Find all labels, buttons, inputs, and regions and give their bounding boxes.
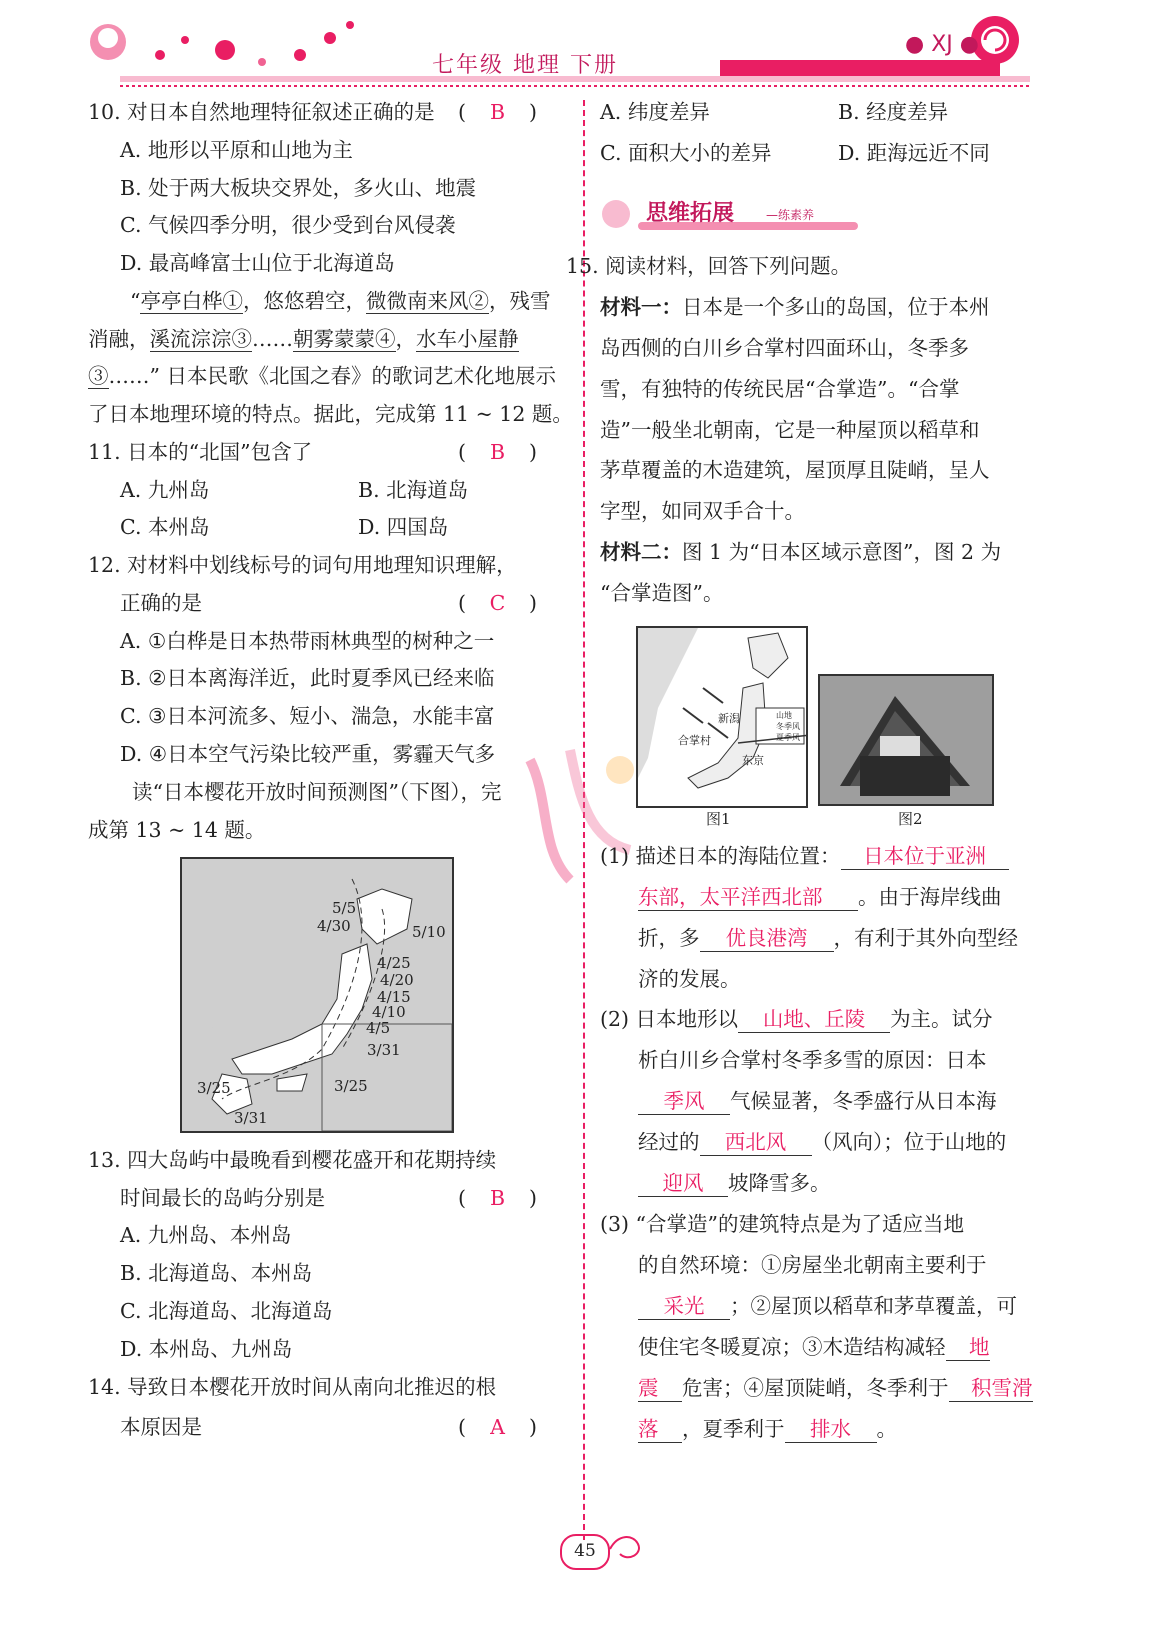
header-code: ● XJ ● [905, 32, 979, 57]
q14-option-b: B. 经度差异 [838, 100, 949, 124]
q11-option-c: C. 本州岛 [120, 515, 210, 539]
q14-option-c: C. 面积大小的差异 [600, 141, 772, 165]
map-label-3-25-b: 3/25 [197, 1079, 231, 1097]
q13-option-c: C. 北海道岛、北海道岛 [120, 1299, 333, 1323]
q14-answer: ( A ) [458, 1415, 538, 1439]
map-label-4-5: 4/5 [366, 1019, 391, 1037]
header-title: 七年级 地理 下册 [432, 53, 618, 78]
part-2-line-3: 季风 气候显著，冬季盛行从日本海 [638, 1088, 997, 1115]
map-label-5-10: 5/10 [412, 923, 446, 941]
q14-stem-2: 本原因是 [120, 1415, 202, 1439]
material-1-line-4: 造”一般坐北朝南，它是一种屋顶以稻草和 [600, 418, 980, 442]
page-number: 45 [560, 1534, 610, 1570]
figure-1-caption: 图1 [706, 810, 731, 828]
part-3-line-4: 使住宅冬暖夏凉；③木造结构减轻 地 [638, 1335, 990, 1359]
banner-title: 思维拓展 [646, 201, 735, 226]
q13-stem-1: 13. 四大岛屿中最晚看到樱花盛开和花期持续 [88, 1148, 497, 1172]
fig1-label-niigata: 新潟 [718, 712, 740, 725]
part-1-line-3: 折，多 优良港湾 ，有利于其外向型经 [638, 926, 1018, 950]
map-label-3-31-a: 3/31 [367, 1041, 401, 1059]
q11-answer: ( B ) [458, 440, 538, 464]
q12-option-b: B. ②日本离海洋近，此时夏季风已经来临 [120, 666, 495, 690]
map-label-4-15: 4/15 [377, 988, 411, 1006]
fig1-legend-winter: 冬季风 [776, 722, 800, 731]
part-2-line-5: 迎风 坡降雪多。 [638, 1170, 831, 1197]
cherry-blossom-map [180, 857, 454, 1133]
part-3-line-5: 震 危害；④屋顶陡峭，冬季利于 积雪滑 [638, 1376, 1033, 1400]
map-label-3-31-b: 3/31 [234, 1109, 268, 1127]
page-header [0, 0, 1160, 100]
part-2-line-2: 析白川乡合掌村冬季多雪的原因：日本 [638, 1048, 987, 1072]
q13-answer: ( B ) [458, 1186, 538, 1210]
q12-answer: ( C ) [458, 591, 538, 615]
material-1-line-6: 字型，如同双手合十。 [600, 499, 805, 523]
part-3-line-1: (3) “合掌造”的建筑特点是为了适应当地 [600, 1212, 965, 1236]
figure-1-japan-map [636, 626, 808, 808]
figure-2-drawing [820, 676, 992, 804]
map-label-4-20: 4/20 [380, 971, 414, 989]
q15-stem: 15. 阅读材料，回答下列问题。 [566, 254, 852, 278]
q10-answer: ( B ) [458, 100, 538, 124]
map-intro-1: 读“日本樱花开放时间预测图”（下图），完 [132, 780, 502, 804]
map-intro-2: 成第 13 ~ 14 题。 [88, 818, 266, 842]
part-3-line-3: 采光 ；②屋顶以稻草和茅草覆盖，可 [638, 1293, 1017, 1320]
q12-option-c: C. ③日本河流多、短小、湍急，水能丰富 [120, 704, 495, 728]
figure-2-caption: 图2 [898, 810, 923, 828]
map-label-4-25: 4/25 [377, 954, 411, 972]
part-2-line-4: 经过的 西北风 （风向）；位于山地的 [638, 1130, 1007, 1154]
part-2-line-1: (2) 日本地形以 山地、丘陵 为主。试分 [600, 1007, 993, 1031]
material-2-line-2: “合掌造图”。 [600, 581, 724, 605]
material-1-line-1: 材料一：日本是一个多山的岛国，位于本州 [600, 295, 990, 319]
passage-line-2: 消融，溪流淙淙③……朝雾蒙蒙④，水车小屋静 [88, 327, 519, 351]
material-1-line-5: 茅草覆盖的木造建筑，屋顶厚且陡峭，呈人 [600, 458, 990, 482]
page-number-flourish [608, 1534, 648, 1564]
q10-option-a: A. 地形以平原和山地为主 [120, 138, 353, 162]
map-label-4-10: 4/10 [372, 1003, 406, 1021]
fig1-legend-mountain: 山地 [776, 711, 792, 720]
q12-option-a: A. ①白桦是日本热带雨林典型的树种之一 [120, 629, 495, 653]
q14-option-a: A. 纬度差异 [600, 100, 710, 124]
fig1-legend-summer: 夏季风 [776, 733, 800, 742]
q11-option-d: D. 四国岛 [358, 515, 449, 539]
q13-stem-2: 时间最长的岛屿分别是 [120, 1186, 325, 1210]
q14-stem-1: 14. 导致日本樱花开放时间从南向北推迟的根 [88, 1375, 497, 1399]
q11-stem: 11. 日本的“北国”包含了 [88, 440, 313, 464]
figure-2-house-photo [818, 674, 994, 806]
q13-option-b: B. 北海道岛、本州岛 [120, 1261, 313, 1285]
part-1-line-4: 济的发展。 [638, 967, 741, 991]
section-banner [598, 196, 866, 238]
q13-option-d: D. 本州岛、九州岛 [120, 1337, 293, 1361]
q10-option-b: B. 处于两大板块交界处，多火山、地震 [120, 176, 477, 200]
passage-line-1: “亭亭白桦①，悠悠碧空，微微南来风②，残雪 [130, 289, 551, 313]
part-1-line-1: (1) 描述日本的海陆位置： 日本位于亚洲 [600, 843, 1009, 870]
q12-stem-1: 12. 对材料中划线标号的词句用地理知识理解， [88, 553, 517, 577]
fig1-label-tokyo: 东京 [742, 754, 764, 767]
q13-option-a: A. 九州岛、本州岛 [120, 1223, 292, 1247]
map-label-4-30: 4/30 [317, 917, 351, 935]
passage-line-4: 了日本地理环境的特点。据此，完成第 11 ~ 12 题。 [88, 402, 573, 426]
q12-stem-2: 正确的是 [120, 591, 202, 615]
passage-line-3: ③……” 日本民歌《北国之春》的歌词艺术化地展示 [88, 364, 556, 388]
part-3-line-2: 的自然环境：①房屋坐北朝南主要利于 [638, 1253, 987, 1277]
map-label-5-5: 5/5 [332, 899, 357, 917]
q11-option-b: B. 北海道岛 [358, 478, 469, 502]
material-1-line-3: 雪，有独特的传统民居“合掌造”。“合掌 [600, 377, 960, 401]
map-label-3-25-a: 3/25 [334, 1077, 368, 1095]
q12-option-d: D. ④日本空气污染比较严重，雾霾天气多 [120, 742, 496, 766]
material-2-line-1: 材料二：图 1 为“日本区域示意图”，图 2 为 [600, 540, 1002, 564]
q10-stem: 10. 对日本自然地理特征叙述正确的是 [88, 100, 435, 124]
q11-option-a: A. 九州岛 [120, 478, 210, 502]
q10-option-c: C. 气候四季分明，很少受到台风侵袭 [120, 213, 456, 237]
q14-option-d: D. 距海远近不同 [838, 141, 990, 165]
fig1-label-village: 合掌村 [678, 734, 711, 747]
banner-subtitle: —练素养 [766, 208, 815, 222]
q10-option-d: D. 最高峰富士山位于北海道岛 [120, 251, 395, 275]
material-1-line-2: 岛西侧的白川乡合掌村四面环山，冬季多 [600, 336, 969, 360]
part-1-line-2: 东部，太平洋西北部 。由于海岸线曲 [638, 885, 1002, 909]
part-3-line-6: 落 ，夏季利于 排水 。 [638, 1417, 897, 1441]
